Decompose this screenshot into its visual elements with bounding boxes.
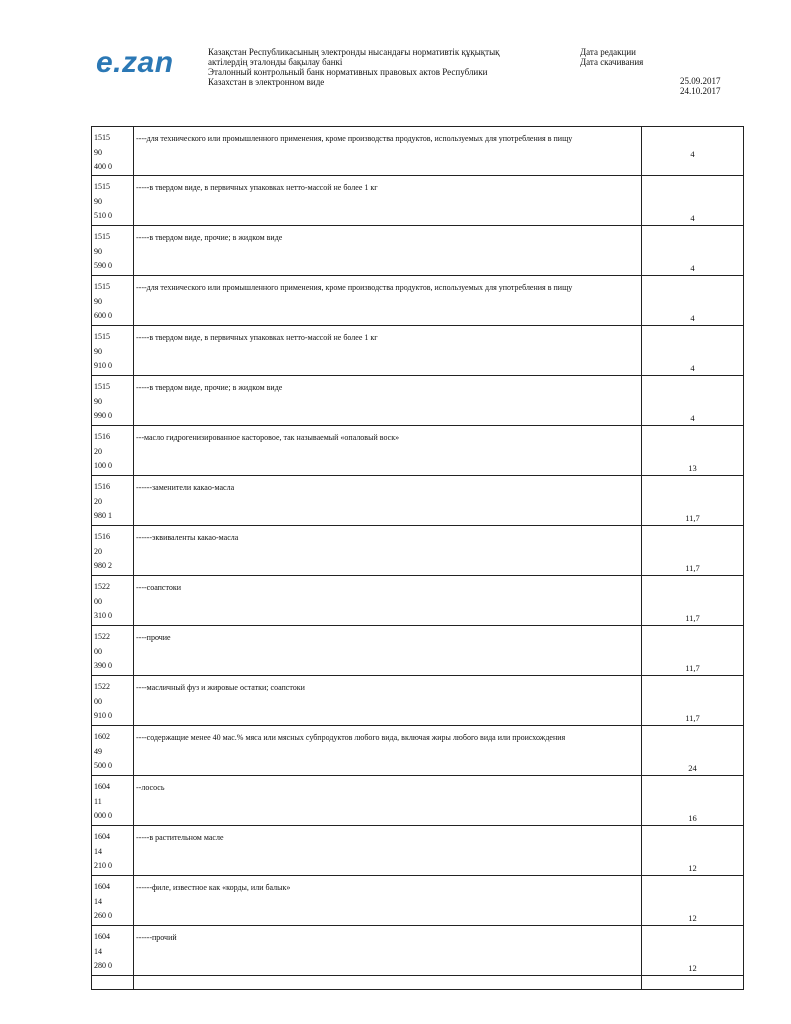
rate-value: 11,7 bbox=[685, 713, 700, 723]
rate-value: 12 bbox=[688, 963, 697, 973]
header-title-line: Казақстан Республикасының электронды нысандағы нормативтік құқықтық bbox=[208, 47, 500, 57]
tariff-code-cell bbox=[92, 226, 134, 276]
tariff-code-part: 1604 bbox=[94, 832, 110, 841]
tariff-code-part: 14 bbox=[94, 896, 102, 906]
rate-value: 4 bbox=[690, 363, 695, 373]
tariff-code-part: 1602 bbox=[94, 732, 110, 741]
rate-cell bbox=[642, 476, 744, 526]
tariff-code-cell bbox=[92, 326, 134, 376]
description-cell: ----для технического или промышленного применения, кроме производства продуктов, используемых для употребления в пищу bbox=[134, 127, 642, 176]
tariff-code-part: 1522 bbox=[94, 632, 110, 641]
table-row bbox=[92, 226, 744, 276]
download-date: 24.10.2017 bbox=[680, 86, 721, 96]
rate-value: 11,7 bbox=[685, 613, 700, 623]
tariff-code-part: 14 bbox=[94, 846, 102, 856]
table-row bbox=[92, 926, 744, 976]
tariff-code-part: 310 0 bbox=[94, 611, 112, 620]
header-date-labels bbox=[580, 47, 643, 67]
tariff-code-part: 1516 bbox=[94, 432, 110, 441]
tariff-code-cell bbox=[92, 676, 134, 726]
tariff-code-part: 1516 bbox=[94, 482, 110, 491]
description-cell: ------филе, известное как «корды, или балык» bbox=[134, 876, 642, 926]
description-cell: -----в твердом виде, прочие; в жидком виде bbox=[134, 376, 642, 426]
description-cell: ------заменители какао-масла bbox=[134, 476, 642, 526]
tariff-code-part: 500 0 bbox=[94, 761, 112, 770]
tariff-code-part: 910 0 bbox=[94, 361, 112, 370]
tariff-code-part: 1515 bbox=[94, 232, 110, 241]
tariff-code-part: 14 bbox=[94, 946, 102, 956]
tariff-code-cell bbox=[92, 826, 134, 876]
rate-cell bbox=[642, 376, 744, 426]
tariff-code-part: 000 0 bbox=[94, 811, 112, 820]
tariff-code-part: 90 bbox=[94, 396, 102, 406]
table-row bbox=[92, 876, 744, 926]
table-row bbox=[92, 776, 744, 826]
table-row bbox=[92, 476, 744, 526]
rate-value: 4 bbox=[690, 313, 695, 323]
tariff-code-part: 90 bbox=[94, 346, 102, 356]
header-title-line: Казахстан в электронном виде bbox=[208, 77, 325, 87]
table-row bbox=[92, 376, 744, 426]
rate-value: 4 bbox=[690, 149, 695, 159]
header-title-line: актілердің эталонды бақылау банкі bbox=[208, 57, 343, 67]
tariff-code-part: 990 0 bbox=[94, 411, 112, 420]
tariff-code-part: 1604 bbox=[94, 932, 110, 941]
description-cell: --лосось bbox=[134, 776, 642, 826]
tariff-code-part: 1515 bbox=[94, 133, 110, 142]
edition-date: 25.09.2017 bbox=[680, 76, 721, 86]
empty-cell bbox=[134, 976, 642, 990]
table-row bbox=[92, 526, 744, 576]
description-cell: ----содержащие менее 40 мас.% мяса или мясных субпродуктов любого вида, включая жиры любого вида или происхождения bbox=[134, 726, 642, 776]
description-cell: -----в твердом виде, прочие; в жидком виде bbox=[134, 226, 642, 276]
header-dates bbox=[680, 76, 721, 96]
table-row bbox=[92, 326, 744, 376]
rate-cell bbox=[642, 526, 744, 576]
rate-cell bbox=[642, 726, 744, 776]
rate-value: 4 bbox=[690, 213, 695, 223]
rate-value: 12 bbox=[688, 863, 697, 873]
header-title-line: Эталонный контрольный банк нормативных правовых актов Республики bbox=[208, 67, 488, 77]
tariff-code-cell bbox=[92, 426, 134, 476]
tariff-code-part: 280 0 bbox=[94, 961, 112, 970]
ezan-logo: e.zan bbox=[96, 46, 174, 79]
tariff-code-part: 90 bbox=[94, 147, 102, 157]
tariff-code-part: 210 0 bbox=[94, 861, 112, 870]
tariff-code-part: 00 bbox=[94, 696, 102, 706]
tariff-code-part: 1522 bbox=[94, 582, 110, 591]
tariff-code-part: 910 0 bbox=[94, 711, 112, 720]
empty-cell bbox=[92, 976, 134, 990]
tariff-code-part: 1515 bbox=[94, 282, 110, 291]
tariff-code-cell bbox=[92, 376, 134, 426]
tariff-code-part: 1515 bbox=[94, 332, 110, 341]
rate-value: 4 bbox=[690, 413, 695, 423]
rate-cell bbox=[642, 626, 744, 676]
description-cell: -----в твердом виде, в первичных упаковках нетто-массой не более 1 кг bbox=[134, 326, 642, 376]
tariff-table bbox=[91, 126, 744, 990]
rate-value: 24 bbox=[688, 763, 697, 773]
rate-cell bbox=[642, 576, 744, 626]
tariff-code-cell bbox=[92, 626, 134, 676]
tariff-code-part: 1522 bbox=[94, 682, 110, 691]
tariff-code-cell bbox=[92, 776, 134, 826]
table-row bbox=[92, 276, 744, 326]
edition-date-label: Дата редакции bbox=[580, 47, 636, 57]
description-cell: ----для технического или промышленного применения, кроме производства продуктов, используемых для употребления в пищу bbox=[134, 276, 642, 326]
rate-value: 11,7 bbox=[685, 663, 700, 673]
tariff-code-part: 00 bbox=[94, 646, 102, 656]
rate-value: 16 bbox=[688, 813, 697, 823]
rate-cell bbox=[642, 826, 744, 876]
table-row bbox=[92, 626, 744, 676]
download-date-label: Дата скачивания bbox=[580, 57, 644, 67]
tariff-code-cell bbox=[92, 726, 134, 776]
tariff-code-part: 49 bbox=[94, 746, 102, 756]
tariff-code-part: 90 bbox=[94, 296, 102, 306]
tariff-code-cell bbox=[92, 476, 134, 526]
tariff-code-part: 590 0 bbox=[94, 261, 112, 270]
tariff-code-cell bbox=[92, 876, 134, 926]
tariff-code-part: 400 0 bbox=[94, 162, 112, 171]
tariff-code-part: 1516 bbox=[94, 532, 110, 541]
tariff-code-cell bbox=[92, 276, 134, 326]
tariff-code-part: 90 bbox=[94, 246, 102, 256]
rate-cell bbox=[642, 926, 744, 976]
header-title bbox=[208, 47, 573, 87]
tariff-code-cell bbox=[92, 576, 134, 626]
table-row bbox=[92, 726, 744, 776]
description-cell: ---масло гидрогенизированное касторовое, так называемый «опаловый воск» bbox=[134, 426, 642, 476]
tariff-code-cell bbox=[92, 176, 134, 226]
rate-cell bbox=[642, 676, 744, 726]
description-cell: ------прочий bbox=[134, 926, 642, 976]
rate-value: 4 bbox=[690, 263, 695, 273]
table-row bbox=[92, 127, 744, 176]
tariff-code-part: 20 bbox=[94, 446, 102, 456]
tariff-code-part: 390 0 bbox=[94, 661, 112, 670]
table-row bbox=[92, 826, 744, 876]
rate-cell bbox=[642, 426, 744, 476]
tariff-code-part: 260 0 bbox=[94, 911, 112, 920]
tariff-code-cell bbox=[92, 127, 134, 176]
table-row bbox=[92, 576, 744, 626]
rate-value: 13 bbox=[688, 463, 697, 473]
tariff-code-part: 20 bbox=[94, 496, 102, 506]
rate-cell bbox=[642, 326, 744, 376]
tariff-code-part: 100 0 bbox=[94, 461, 112, 470]
tariff-code-part: 11 bbox=[94, 796, 102, 806]
rate-value: 12 bbox=[688, 913, 697, 923]
rate-value: 11,7 bbox=[685, 563, 700, 573]
rate-cell bbox=[642, 276, 744, 326]
tariff-code-part: 1604 bbox=[94, 882, 110, 891]
description-cell: -----в растительном масле bbox=[134, 826, 642, 876]
table-row bbox=[92, 426, 744, 476]
description-cell: ----масличный фуз и жировые остатки; соапстоки bbox=[134, 676, 642, 726]
tariff-code-part: 1604 bbox=[94, 782, 110, 791]
tariff-code-part: 00 bbox=[94, 596, 102, 606]
tariff-code-part: 1515 bbox=[94, 182, 110, 191]
tariff-code-part: 20 bbox=[94, 546, 102, 556]
table-row-empty bbox=[92, 976, 744, 990]
table-row bbox=[92, 176, 744, 226]
tariff-code-part: 600 0 bbox=[94, 311, 112, 320]
tariff-code-part: 510 0 bbox=[94, 211, 112, 220]
empty-cell bbox=[642, 976, 744, 990]
tariff-code-part: 90 bbox=[94, 196, 102, 206]
description-cell: ----прочие bbox=[134, 626, 642, 676]
rate-cell bbox=[642, 127, 744, 176]
tariff-code-part: 980 1 bbox=[94, 511, 112, 520]
description-cell: -----в твердом виде, в первичных упаковках нетто-массой не более 1 кг bbox=[134, 176, 642, 226]
description-cell: ------эквиваленты какао-масла bbox=[134, 526, 642, 576]
rate-cell bbox=[642, 226, 744, 276]
rate-value: 11,7 bbox=[685, 513, 700, 523]
tariff-code-part: 980 2 bbox=[94, 561, 112, 570]
table-row bbox=[92, 676, 744, 726]
rate-cell bbox=[642, 776, 744, 826]
tariff-code-part: 1515 bbox=[94, 382, 110, 391]
rate-cell bbox=[642, 876, 744, 926]
rate-cell bbox=[642, 176, 744, 226]
tariff-code-cell bbox=[92, 526, 134, 576]
description-cell: ----соапстоки bbox=[134, 576, 642, 626]
tariff-code-cell bbox=[92, 926, 134, 976]
